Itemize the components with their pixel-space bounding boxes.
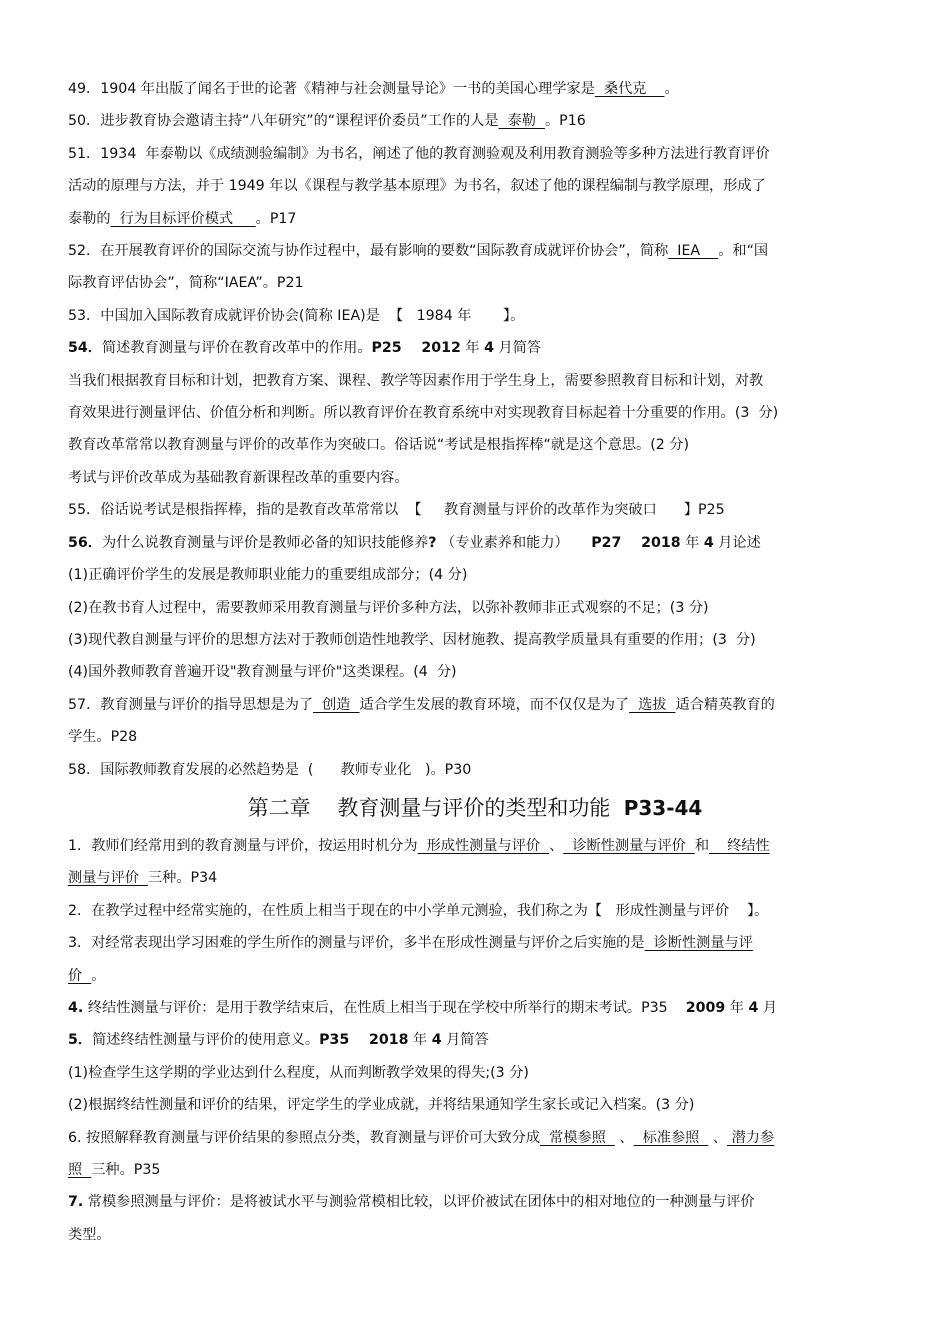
- item-number: 6.: [68, 1129, 82, 1146]
- ref-month: 4: [484, 340, 494, 357]
- answer-blank: 价: [68, 967, 92, 984]
- ch2-item-2: [68, 895, 882, 927]
- item-number: 57: [68, 696, 87, 713]
- item-text: 在开展教育评价的国际交流与协作过程中，最有影响的要数“国际教育成就评价协会”，简称: [100, 243, 669, 260]
- chapter-pages: P33-44: [623, 795, 703, 820]
- item-number: 51．: [68, 145, 101, 162]
- answer-blank: 行为目标评价模式: [110, 210, 256, 227]
- ref-year: 2009: [685, 999, 726, 1016]
- item-text-tail: 。: [91, 967, 106, 984]
- item-57: [68, 689, 882, 754]
- item-number: 1．: [68, 837, 92, 854]
- item-text: 终结性测量与评价：是用于教学结束后，在性质上相当于现在学校中所举行的期末考试。P35: [83, 999, 686, 1016]
- answer-line: 考试与评价改革成为基础教育新课程改革的重要内容。: [68, 469, 409, 486]
- answer-blank: 诊断性测量与评价: [563, 837, 695, 854]
- item-number: 54．: [68, 340, 102, 357]
- ch2-item-4: [68, 992, 882, 1024]
- answer-blank: 潜力参: [727, 1129, 775, 1146]
- ref-type: 月论述: [713, 534, 761, 551]
- page-ref: P35 2018: [319, 1032, 409, 1049]
- answer-blank: 选拔: [629, 696, 676, 713]
- item-text: 教师们经常用到的教育测量与评价，按运用时机分为: [91, 837, 418, 854]
- item-text-line1: 1934 年泰勒以《成绩测验编制》为书名，阐述了他的教育测验观及利用教育测验等多种方法进行教育评价: [100, 145, 770, 162]
- item-number: 7.: [68, 1194, 84, 1211]
- chapter-heading: [68, 788, 882, 828]
- ref-type: 月简答: [494, 340, 542, 357]
- item-text-line2: 类型。: [68, 1226, 111, 1243]
- answer-blank: 终结性: [709, 837, 770, 854]
- answer-blank: 形成性测量与评价: [417, 837, 550, 854]
- answer-blank: 常模参照: [540, 1129, 615, 1146]
- ref-month: 4: [703, 534, 714, 551]
- ref-type: 月简答: [441, 1032, 489, 1049]
- item-text: 中国加入国际教育成就评价协会(简称 IEA)是 【 1984 年 】。: [100, 307, 525, 324]
- item-text-line2: 际教育评估协会”，简称“IAEA”。P21: [68, 275, 304, 292]
- item-text-tail: 。P17: [255, 210, 297, 227]
- ch2-item-3: [68, 927, 882, 992]
- answer-blank: 诊断性测量与评: [644, 935, 753, 952]
- item-text-mid: 适合学生发展的教育环境，而不仅仅是为了: [359, 696, 630, 713]
- separator: 、: [549, 837, 564, 854]
- item-number: 55．: [68, 502, 101, 519]
- item-54: [68, 332, 882, 494]
- item-51: [68, 138, 882, 235]
- item-text-tail: 三种。P35: [91, 1162, 161, 1178]
- page-ref: P27 2018: [591, 534, 681, 551]
- item-text-tail: 。P16: [544, 113, 586, 130]
- item-text: 俗话说考试是根指挥棒，指的是教育改革常常以 【 教育测量与评价的改革作为突破口 】P25: [100, 502, 725, 519]
- item-text-tail: 适合精英教育的: [675, 696, 775, 713]
- ref-month: 4: [748, 999, 759, 1016]
- item-text: ．教育测量与评价的指导思想是为了: [86, 696, 314, 713]
- item-49: [68, 73, 882, 105]
- item-56: [68, 527, 882, 689]
- answer-line: (1)检查学生这学期的学业达到什么程度，从而判断教学效果的得失;(3 分): [68, 1064, 529, 1081]
- item-text: 常模参照测量与评价：是将被试水平与测验常模相比较，以评价被试在团体中的相对地位的一种测量与评价: [83, 1194, 755, 1211]
- question-mark: ?: [428, 534, 437, 551]
- answer-line: 育效果进行测量评估、价值分析和判断。所以教育评价在教育系统中对实现教育目标起着十分重要的作用。(3 分): [68, 405, 779, 422]
- item-52: [68, 235, 882, 300]
- answer-blank: IEA: [668, 243, 719, 260]
- answer-line: (3)现代教自测量与评价的思想方法对于教师创造性地教学、因材施教、提高教学质量具有重要的作用；(3 分): [68, 631, 756, 648]
- ch2-item-5: [68, 1024, 882, 1121]
- answer-blank: 桑代克: [594, 81, 665, 97]
- item-text-tail: 三种。P34: [147, 870, 218, 887]
- answer-line: (2)根据终结性测量和评价的结果，评定学生的学业成就，并将结果通知学生家长或记入档案。(3 分): [68, 1097, 695, 1114]
- item-text: 对经常表现出学习困难的学生所作的测量与评价，多半在形成性测量与评价之后实施的是: [91, 935, 645, 952]
- answer-line: (4)国外教师教育普遍开设"教育测量与评价"这类课程。(4 分): [68, 664, 457, 681]
- item-text: 进步教育协会邀请主持“八年研究”的“课程评价委员”工作的人是: [100, 113, 499, 130]
- answer-line: (2)在教书育人过程中，需要教师采用教育测量与评价多种方法，以弥补教师非正式观察的不足；(3 分): [68, 599, 709, 616]
- item-53: [68, 300, 882, 332]
- ch2-item-6: [68, 1122, 882, 1187]
- ref-text: 年: [680, 534, 704, 551]
- item-50: [68, 105, 882, 137]
- ref-text: 年: [725, 999, 749, 1016]
- item-number: 49．: [68, 81, 101, 97]
- item-number: 2．: [68, 902, 92, 919]
- ref-type: 月: [758, 999, 778, 1016]
- item-55: [68, 494, 882, 526]
- item-text-line2: 学生。P28: [68, 729, 138, 746]
- separator: 和: [694, 837, 710, 854]
- item-text: 按照解释教育测量与评价结果的参照点分类，教育测量与评价可大致分成: [81, 1129, 541, 1146]
- item-58: [68, 754, 882, 786]
- ch2-item-7: [68, 1186, 882, 1251]
- item-number: 50．: [68, 113, 101, 130]
- ref-month: 4: [431, 1032, 442, 1049]
- item-text-line3: 泰勒的: [68, 210, 111, 227]
- answer-line: 当我们根据教育目标和计划，把教育方案、课程、教学等因素作用于学生身上，需要参照教育目标和计划，对教: [68, 372, 764, 389]
- page-ref: P25 2012: [371, 340, 461, 357]
- item-text: 国际教师教育发展的必然趋势是 ( 教师专业化 )。P30: [100, 761, 472, 778]
- answer-line: (1)正确评价学生的发展是教师职业能力的重要组成部分；(4 分): [68, 567, 468, 584]
- item-text: 在教学过程中经常实施的，在性质上相当于现在的中小学单元测验，我们称之为【 形成性测量与评价 】。: [91, 902, 769, 919]
- item-number: 5．: [68, 1032, 93, 1049]
- item-number: 3．: [68, 935, 92, 952]
- answer-blank: 照: [68, 1162, 92, 1178]
- item-number: 58．: [68, 761, 101, 778]
- separator: 、: [614, 1129, 634, 1146]
- answer-blank: 泰勒: [498, 113, 545, 130]
- ch2-item-1: [68, 830, 882, 895]
- item-title: 为什么说教育测量与评价是教师必备的知识技能修养: [101, 534, 429, 551]
- item-note: （专业素养和能力）: [436, 534, 592, 551]
- item-text: 1904 年出版了闻名于世的论著《精神与社会测量导论》一书的美国心理学家是: [100, 81, 595, 97]
- item-number: 53．: [68, 307, 101, 324]
- item-number: 56．: [68, 534, 102, 551]
- item-number: 52．: [68, 243, 101, 260]
- item-text-tail: 。: [664, 81, 679, 97]
- item-title: 简述教育测量与评价在教育改革中的作用。: [101, 340, 372, 357]
- item-title: 简述终结性测量与评价的使用意义。: [92, 1032, 320, 1049]
- answer-blank: 标准参照: [633, 1129, 709, 1146]
- item-text-tail: 。和“国: [718, 243, 769, 260]
- item-number: 4.: [68, 999, 84, 1016]
- answer-blank: 测量与评价: [68, 870, 148, 887]
- item-text-line2: 活动的原理与方法，并于 1949 年以《课程与教学基本原理》为书名，叙述了他的课程编制与教学原理，形成了: [68, 178, 766, 195]
- separator: 、: [708, 1129, 728, 1146]
- chapter-title: 第二章 教育测量与评价的类型和功能: [247, 795, 624, 820]
- ref-text: 年: [408, 1032, 432, 1049]
- ref-text: 年: [460, 340, 485, 357]
- answer-blank: 创造: [313, 696, 360, 713]
- answer-line: 教育改革常常以教育测量与评价的改革作为突破口。俗话说“考试是根指挥棒“就是这个意思。(2 分): [68, 437, 689, 454]
